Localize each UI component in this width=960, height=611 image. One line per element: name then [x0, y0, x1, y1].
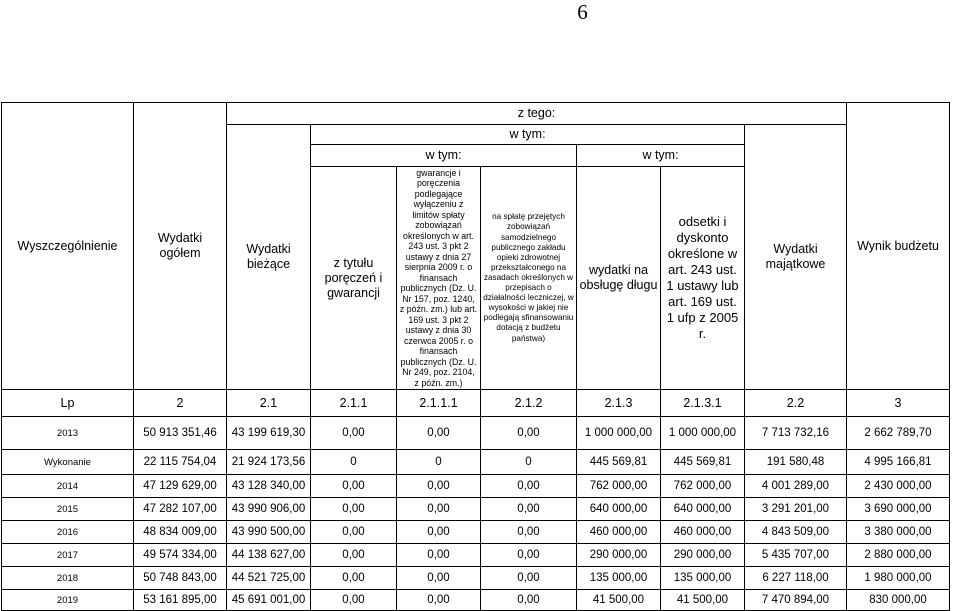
lp-cell: 2: [134, 390, 227, 417]
header-wydatki-biezace: Wydatki bieżące: [227, 125, 311, 390]
table-cell: 290 000,00: [577, 544, 661, 567]
row-label: 2017: [2, 544, 134, 567]
table-cell: 21 924 173,56: [227, 450, 311, 475]
table-cell: 0,00: [311, 521, 397, 544]
row-label: 2014: [2, 475, 134, 498]
table-cell: 135 000,00: [577, 567, 661, 590]
lp-row: [2, 390, 950, 417]
table-cell: 4 001 289,00: [745, 475, 847, 498]
table-cell: 41 500,00: [661, 590, 745, 611]
table-cell: 44 521 725,00: [227, 567, 311, 590]
table-row: [2, 498, 950, 521]
header-odsetki: odsetki i dyskonto określone w art. 243 ust. 1 ustawy lub art. 169 ust. 1 ufp z 2005 r.: [661, 167, 745, 390]
table-cell: 0,00: [397, 567, 481, 590]
table-cell: 44 138 627,00: [227, 544, 311, 567]
table-row: [2, 475, 950, 498]
table-cell: 22 115 754,04: [134, 450, 227, 475]
table-cell: 49 574 334,00: [134, 544, 227, 567]
lp-cell: Lp: [2, 390, 134, 417]
row-label: 2015: [2, 498, 134, 521]
table-cell: 0: [397, 450, 481, 475]
header-gwarancje-poreczenia: gwarancje i poręczenia podlegające wyłączeniu z limitów spłaty zobowiązań określonych w art. 243 ust. 3 pkt 2 ustawy z dnia 27 sierpnia 2009 r. o finansach publicznych (Dz. U. Nr 157, poz. 1240, z późn. zm.) lub art. 169 ust. 3 pkt 2 ustawy z dnia 30 czerwca 2005 r. o finansach publicznych (Dz. U. Nr 249, poz. 2104, z późn. zm.): [397, 167, 481, 390]
table-cell: 0,00: [311, 590, 397, 611]
table-cell: 47 129 629,00: [134, 475, 227, 498]
table-cell: 0,00: [397, 417, 481, 450]
header-z-tego: z tego:: [227, 103, 847, 125]
table-cell: 43 128 340,00: [227, 475, 311, 498]
header-na-splate: na spłatę przejętych zobowiązań samodzielnego publicznego zakładu opieki zdrowotnej przekształconego na zasadach określonych w przepisach o działalności leczniczej, w wysokości w jakiej nie podlegają sfinansowaniu dotacją z budżetu państwa): [481, 167, 577, 390]
lp-cell: 2.1.2: [481, 390, 577, 417]
table-cell: 445 569,81: [661, 450, 745, 475]
table-cell: 5 435 707,00: [745, 544, 847, 567]
table-cell: 0: [311, 450, 397, 475]
table-cell: 3 690 000,00: [847, 498, 950, 521]
header-w-tym-top: w tym:: [311, 125, 745, 145]
header-obsluga-dlugu: wydatki na obsługę długu: [577, 167, 661, 390]
table-cell: 0,00: [481, 544, 577, 567]
table-cell: 830 000,00: [847, 590, 950, 611]
budget-table: [1, 102, 950, 611]
table-cell: 640 000,00: [577, 498, 661, 521]
page-number: 6: [577, 0, 588, 24]
table-cell: 0,00: [311, 417, 397, 450]
header-wydatki-ogolem: Wydatki ogółem: [134, 103, 227, 390]
table-cell: 4 843 509,00: [745, 521, 847, 544]
table-cell: 43 990 500,00: [227, 521, 311, 544]
header-row-1: [2, 103, 950, 125]
table-cell: 0,00: [481, 567, 577, 590]
table-row: [2, 521, 950, 544]
table-row: [2, 567, 950, 590]
table-cell: 0,00: [481, 590, 577, 611]
table-cell: 0,00: [311, 544, 397, 567]
table-row: [2, 450, 950, 475]
table-cell: 290 000,00: [661, 544, 745, 567]
table-cell: 0,00: [311, 498, 397, 521]
table-cell: 0,00: [311, 475, 397, 498]
header-wydatki-majatkowe: Wydatki majątkowe: [745, 125, 847, 390]
lp-cell: 2.1.3: [577, 390, 661, 417]
table-cell: 445 569,81: [577, 450, 661, 475]
lp-cell: 3: [847, 390, 950, 417]
table-cell: 1 980 000,00: [847, 567, 950, 590]
row-label: 2018: [2, 567, 134, 590]
table-cell: 4 995 166,81: [847, 450, 950, 475]
table-cell: 47 282 107,00: [134, 498, 227, 521]
table-row: [2, 590, 950, 611]
header-w-tym-right: w tym:: [577, 145, 745, 167]
table-cell: 43 199 619,30: [227, 417, 311, 450]
header-w-tym-left: w tym:: [311, 145, 577, 167]
table-cell: 0,00: [481, 498, 577, 521]
row-label: 2013: [2, 417, 134, 450]
table-cell: 460 000,00: [661, 521, 745, 544]
table-cell: 640 000,00: [661, 498, 745, 521]
header-z-tytulu-poreczen: z tytułu poręczeń i gwarancji: [311, 167, 397, 390]
header-wyszczegolnienie: Wyszczególnienie: [2, 103, 134, 390]
table-cell: 2 880 000,00: [847, 544, 950, 567]
row-label: 2019: [2, 590, 134, 611]
table-cell: 1 000 000,00: [577, 417, 661, 450]
table-cell: 45 691 001,00: [227, 590, 311, 611]
header-wynik-budzetu: Wynik budżetu: [847, 103, 950, 390]
table-cell: 3 380 000,00: [847, 521, 950, 544]
table-cell: 3 291 201,00: [745, 498, 847, 521]
table-cell: 0,00: [397, 498, 481, 521]
lp-cell: 2.1.3.1: [661, 390, 745, 417]
table-cell: 135 000,00: [661, 567, 745, 590]
table-cell: 41 500,00: [577, 590, 661, 611]
table-cell: 0,00: [481, 475, 577, 498]
table-cell: 762 000,00: [661, 475, 745, 498]
table-cell: 2 430 000,00: [847, 475, 950, 498]
row-label: 2016: [2, 521, 134, 544]
table-row: [2, 417, 950, 450]
table-cell: 0,00: [397, 544, 481, 567]
lp-cell: 2.1: [227, 390, 311, 417]
table-cell: 1 000 000,00: [661, 417, 745, 450]
table-cell: 460 000,00: [577, 521, 661, 544]
table-cell: 2 662 789,70: [847, 417, 950, 450]
lp-cell: 2.1.1: [311, 390, 397, 417]
table-cell: 7 470 894,00: [745, 590, 847, 611]
table-cell: 50 913 351,46: [134, 417, 227, 450]
table-cell: 50 748 843,00: [134, 567, 227, 590]
table-cell: 6 227 118,00: [745, 567, 847, 590]
table-cell: 0,00: [481, 521, 577, 544]
row-label: Wykonanie: [2, 450, 134, 475]
table-cell: 0,00: [397, 521, 481, 544]
table-cell: 0,00: [397, 590, 481, 611]
table-cell: 48 834 009,00: [134, 521, 227, 544]
table-row: [2, 544, 950, 567]
table-cell: 762 000,00: [577, 475, 661, 498]
table-cell: 191 580,48: [745, 450, 847, 475]
table-cell: 0: [481, 450, 577, 475]
table-cell: 7 713 732,16: [745, 417, 847, 450]
lp-cell: 2.1.1.1: [397, 390, 481, 417]
table-cell: 0,00: [311, 567, 397, 590]
table-cell: 53 161 895,00: [134, 590, 227, 611]
table-cell: 0,00: [397, 475, 481, 498]
table-cell: 0,00: [481, 417, 577, 450]
table-cell: 43 990 906,00: [227, 498, 311, 521]
lp-cell: 2.2: [745, 390, 847, 417]
